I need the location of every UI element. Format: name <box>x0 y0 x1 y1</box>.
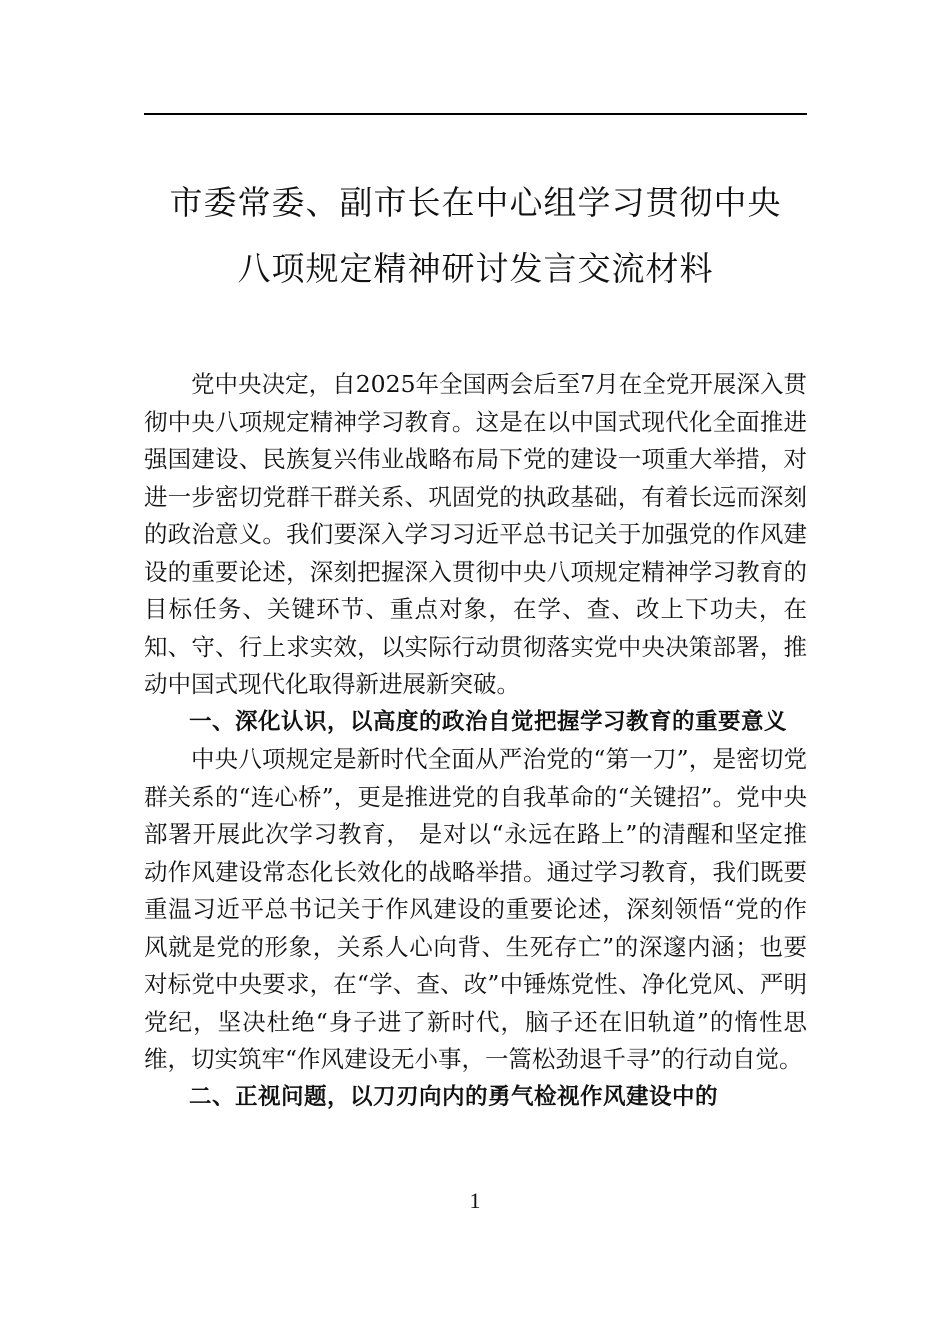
intro-paragraph: 党中央决定，自2025年全国两会后至7月在全党开展深入贯彻中央八项规定精神学习教育。这是在以中国式现代化全面推进强国建设、民族复兴伟业战略布局下党的建设一项重大举措，对进一步密切党群干群关系、巩固党的执政基础，有着长远而深刻的政治意义。我们要深入学习习近平总书记关于加强党的作风建设的重要论述，深刻把握深入贯彻中央八项规定精神学习教育的目标任务、关键环节、重点对象，在学、查、改上下功夫，在知、守、行上求实效，以实际行动贯彻落实党中央决策部署，推动中国式现代化取得新进展新突破。 <box>144 370 807 698</box>
section-heading-1: 一、深化认识，以高度的政治自觉把握学习教育的重要意义 <box>189 708 788 735</box>
document-body <box>144 366 807 1116</box>
header-rule <box>144 113 807 115</box>
page-number: 1 <box>469 1188 481 1213</box>
title-line-1: 市委常委、副市长在中心组学习贯彻中央 <box>169 183 782 222</box>
section-heading-2: 二、正视问题，以刀刃向内的勇气检视作风建设中的 <box>189 1083 719 1110</box>
section-1-paragraph: 中央八项规定是新时代全面从严治党的“第一刀”，是密切党群关系的“连心桥”，更是推进党的自我革命的“关键招”。党中央部署开展此次学习教育， 是对以“永远在路上”的清醒和坚定推动作风建设常态化长效化的战略举措。通过学习教育，我们既要重温习近平总书记关于作风建设的重要论述，深刻领悟“党的作风就是党的形象，关系人心向背、生死存亡”的深邃内涵；也要对标党中央要求，在“学、查、改”中锤炼党性、净化党风、严明党纪，坚决杜绝“身子进了新时代，脑子还在旧轨道”的惰性思维，切实筑牢“作风建设无小事，一篙松劲退千寻”的行动自觉。 <box>144 745 807 1073</box>
document-title <box>144 170 807 302</box>
title-line-2: 八项规定精神研讨发言交流材料 <box>237 249 714 288</box>
